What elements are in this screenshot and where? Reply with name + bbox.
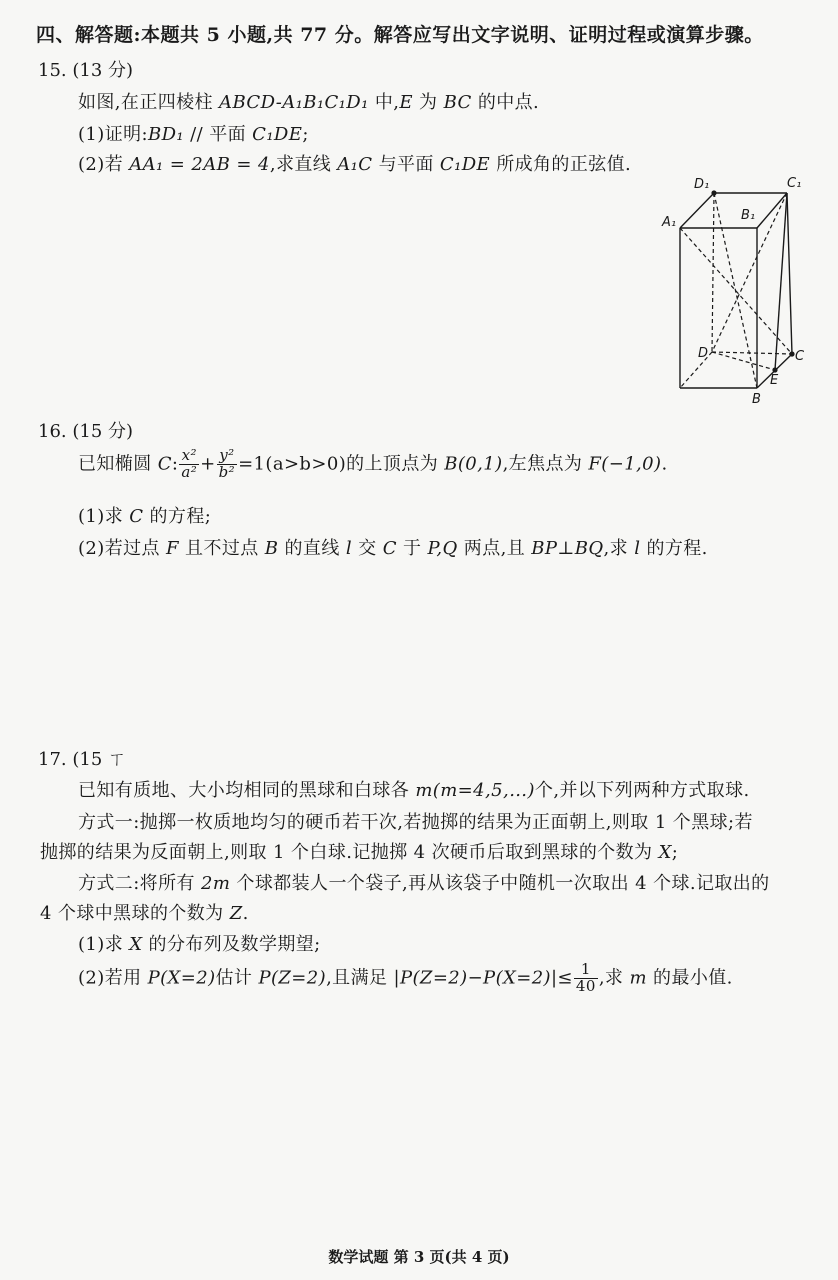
q16-line-l: l: [634, 538, 641, 559]
q16-point-b: B(0,1): [444, 453, 503, 475]
q15-part1-text: (1)证明:: [78, 124, 148, 145]
fraction-numerator: 1: [574, 962, 598, 979]
q16-point-b: B: [264, 538, 279, 559]
fraction-x2-a2: [179, 448, 199, 481]
q16-part2-text: 两点,且: [457, 538, 532, 559]
q15-part1-text: ;: [302, 124, 309, 145]
q16-part2-text: 且不过点: [178, 538, 265, 559]
label-e: E: [770, 373, 779, 388]
q17-text: 4 个球中黑球的个数为: [40, 903, 230, 924]
q16-perpendicular: BP⊥BQ: [531, 538, 604, 559]
q17-text: ,求: [598, 967, 630, 989]
q15-part2-text: (2)若: [78, 154, 130, 175]
segment-c1e: [775, 193, 787, 370]
q16-part1-text: 的方程;: [143, 506, 212, 527]
q16-point-f: F(−1,0): [588, 453, 662, 475]
fraction-y2-b2: [217, 448, 237, 481]
fraction-denominator: a²: [181, 462, 198, 481]
q17-text: 已知有质地、大小均相同的黑球和白球各: [78, 780, 416, 801]
q16-curve-c: C: [157, 453, 172, 475]
q17-var-m: m(m=4,5,…): [415, 780, 535, 801]
page-footer: 数学试题 第 3 页(共 4 页): [328, 1248, 510, 1266]
q15-prism: ABCD-A₁B₁C₁D₁: [219, 92, 369, 113]
q16-line-l: l: [345, 538, 353, 559]
q15-plane-c1de: C₁DE: [252, 124, 303, 145]
q17-part2: [78, 962, 733, 995]
fraction-1-40: [574, 962, 598, 995]
q16-stem-text: .: [661, 453, 668, 475]
q17-text: 估计: [215, 967, 259, 989]
q17-part1: [78, 930, 321, 956]
q17-var-x: X: [658, 842, 672, 863]
q17-header: [38, 745, 126, 771]
q17-header-glyph: ㄒ: [108, 749, 126, 770]
q17-abs-inequality: |P(Z=2)−P(X=2)|≤: [393, 967, 573, 989]
label-b1: B₁: [741, 208, 756, 223]
q17-var-m: m: [629, 967, 647, 989]
q16-part2-text: 的直线: [278, 538, 346, 559]
q16-part2-text: 于: [396, 538, 428, 559]
point-c-dot: [789, 351, 794, 356]
edge-d1a1: [680, 193, 714, 228]
q15-line-bd1: BD₁: [147, 124, 185, 145]
edge-b1c1: [757, 193, 787, 228]
q17-text: (1)求: [78, 934, 130, 955]
q16-stem-text: ,左焦点为: [502, 453, 589, 475]
q17-text: 的分布列及数学期望;: [142, 934, 321, 955]
q17-line4: [78, 869, 770, 895]
q17-line3: [40, 838, 678, 864]
q16-curve-c: C: [129, 506, 144, 527]
point-e-dot: [772, 367, 777, 372]
q17-text: .: [242, 903, 249, 924]
q17-text: 抛掷的结果为反面朝上,则取 1 个白球.记抛掷 4 次硬币后取到黑球的个数为: [40, 842, 659, 863]
q15-part1: [78, 120, 309, 146]
q15-part2: [78, 150, 631, 176]
q15-part2-text: 所成角的正弦值.: [490, 154, 632, 175]
q17-var-z: Z: [229, 903, 243, 924]
section-heading: 四、解答题:本题共 5 小题,共 77 分。解答应写出文字说明、证明过程或演算步骤。: [36, 24, 764, 46]
q16-points-pq: P,Q: [427, 538, 458, 559]
q15-part2-text: ,求直线: [269, 154, 338, 175]
label-a1: A₁: [662, 215, 677, 230]
q16-stem-text: 已知椭圆: [78, 453, 158, 475]
q17-line1: [78, 776, 750, 802]
fraction-numerator: y²: [217, 448, 237, 465]
point-d1-dot: [711, 190, 716, 195]
q17-text: 的最小值.: [646, 967, 733, 989]
label-c1: C₁: [787, 176, 802, 191]
q15-line-a1c: A₁C: [337, 154, 373, 175]
edge-cc1: [787, 193, 792, 354]
q17-text: 方式二:将所有: [78, 873, 201, 894]
q15-segment-bc: BC: [443, 92, 472, 113]
q16-stem-text: 的上顶点为: [346, 453, 445, 475]
q17-var-x: X: [129, 934, 143, 955]
q15-condition: AA₁ = 2AB = 4: [129, 154, 270, 175]
fraction-denominator: 40: [575, 976, 596, 995]
q16-part2-text: 交: [352, 538, 383, 559]
q16-part1-text: (1)求: [78, 506, 130, 527]
edge-dc-hidden: [712, 352, 792, 354]
q15-part2-text: 与平面: [372, 154, 440, 175]
q15-stem-text: 为: [412, 92, 444, 113]
q16-curve-c: C: [382, 538, 397, 559]
q17-prob-x: P(X=2): [147, 967, 216, 989]
q17-line5: [40, 899, 249, 925]
segment-de: [712, 352, 775, 370]
q15-stem-text: 的中点.: [471, 92, 540, 113]
label-d: D: [698, 346, 709, 361]
label-b: B: [752, 392, 761, 407]
q16-part2: [78, 534, 708, 560]
q16-part1: [78, 502, 211, 528]
q16-point-f: F: [166, 538, 179, 559]
q15-part1-text: // 平面: [184, 124, 253, 145]
q15-stem-text: 如图,在正四棱柱: [78, 92, 220, 113]
q16-colon: :: [171, 453, 179, 475]
fraction-numerator: x²: [179, 448, 199, 465]
q15-plane-c1de-2: C₁DE: [439, 154, 491, 175]
q16-plus: +: [200, 453, 216, 475]
q16-part2-text: ,求: [603, 538, 635, 559]
q17-text: (2)若用: [78, 967, 148, 989]
q17-text: ;: [671, 842, 679, 863]
q15-stem-text: 中,: [368, 92, 400, 113]
q17-var-2m: 2m: [201, 873, 231, 894]
q16-equation-rest: =1(a>b>0): [238, 453, 347, 475]
q15-header: 15. (13 分): [38, 60, 134, 81]
q16-stem: [78, 448, 668, 481]
prism-figure: [655, 170, 815, 410]
q17-text: 个,并以下列两种方式取球.: [534, 780, 750, 801]
label-c: C: [795, 349, 805, 364]
q17-line2: 方式一:抛掷一枚质地均匀的硬币若干次,若抛掷的结果为正面朝上,则取 1 个黑球;若: [78, 812, 753, 833]
q16-part2-text: 的方程.: [640, 538, 708, 559]
q17-header-text: 17. (15: [38, 749, 108, 770]
q16-part2-text: (2)若过点: [78, 538, 167, 559]
edge-dd1-hidden: [712, 193, 714, 352]
q15-stem: [78, 88, 539, 114]
q15-point-e: E: [399, 92, 413, 113]
segment-a1c: [680, 228, 792, 354]
q17-text: 个球都装人一个袋子,再从该袋子中随机一次取出 4 个球.记取出的: [230, 873, 770, 894]
q17-text: ,且满足: [326, 967, 394, 989]
label-d1: D₁: [694, 177, 710, 192]
q16-header: 16. (15 分): [38, 421, 134, 442]
fraction-denominator: b²: [218, 462, 236, 481]
q17-prob-z: P(Z=2): [258, 967, 327, 989]
